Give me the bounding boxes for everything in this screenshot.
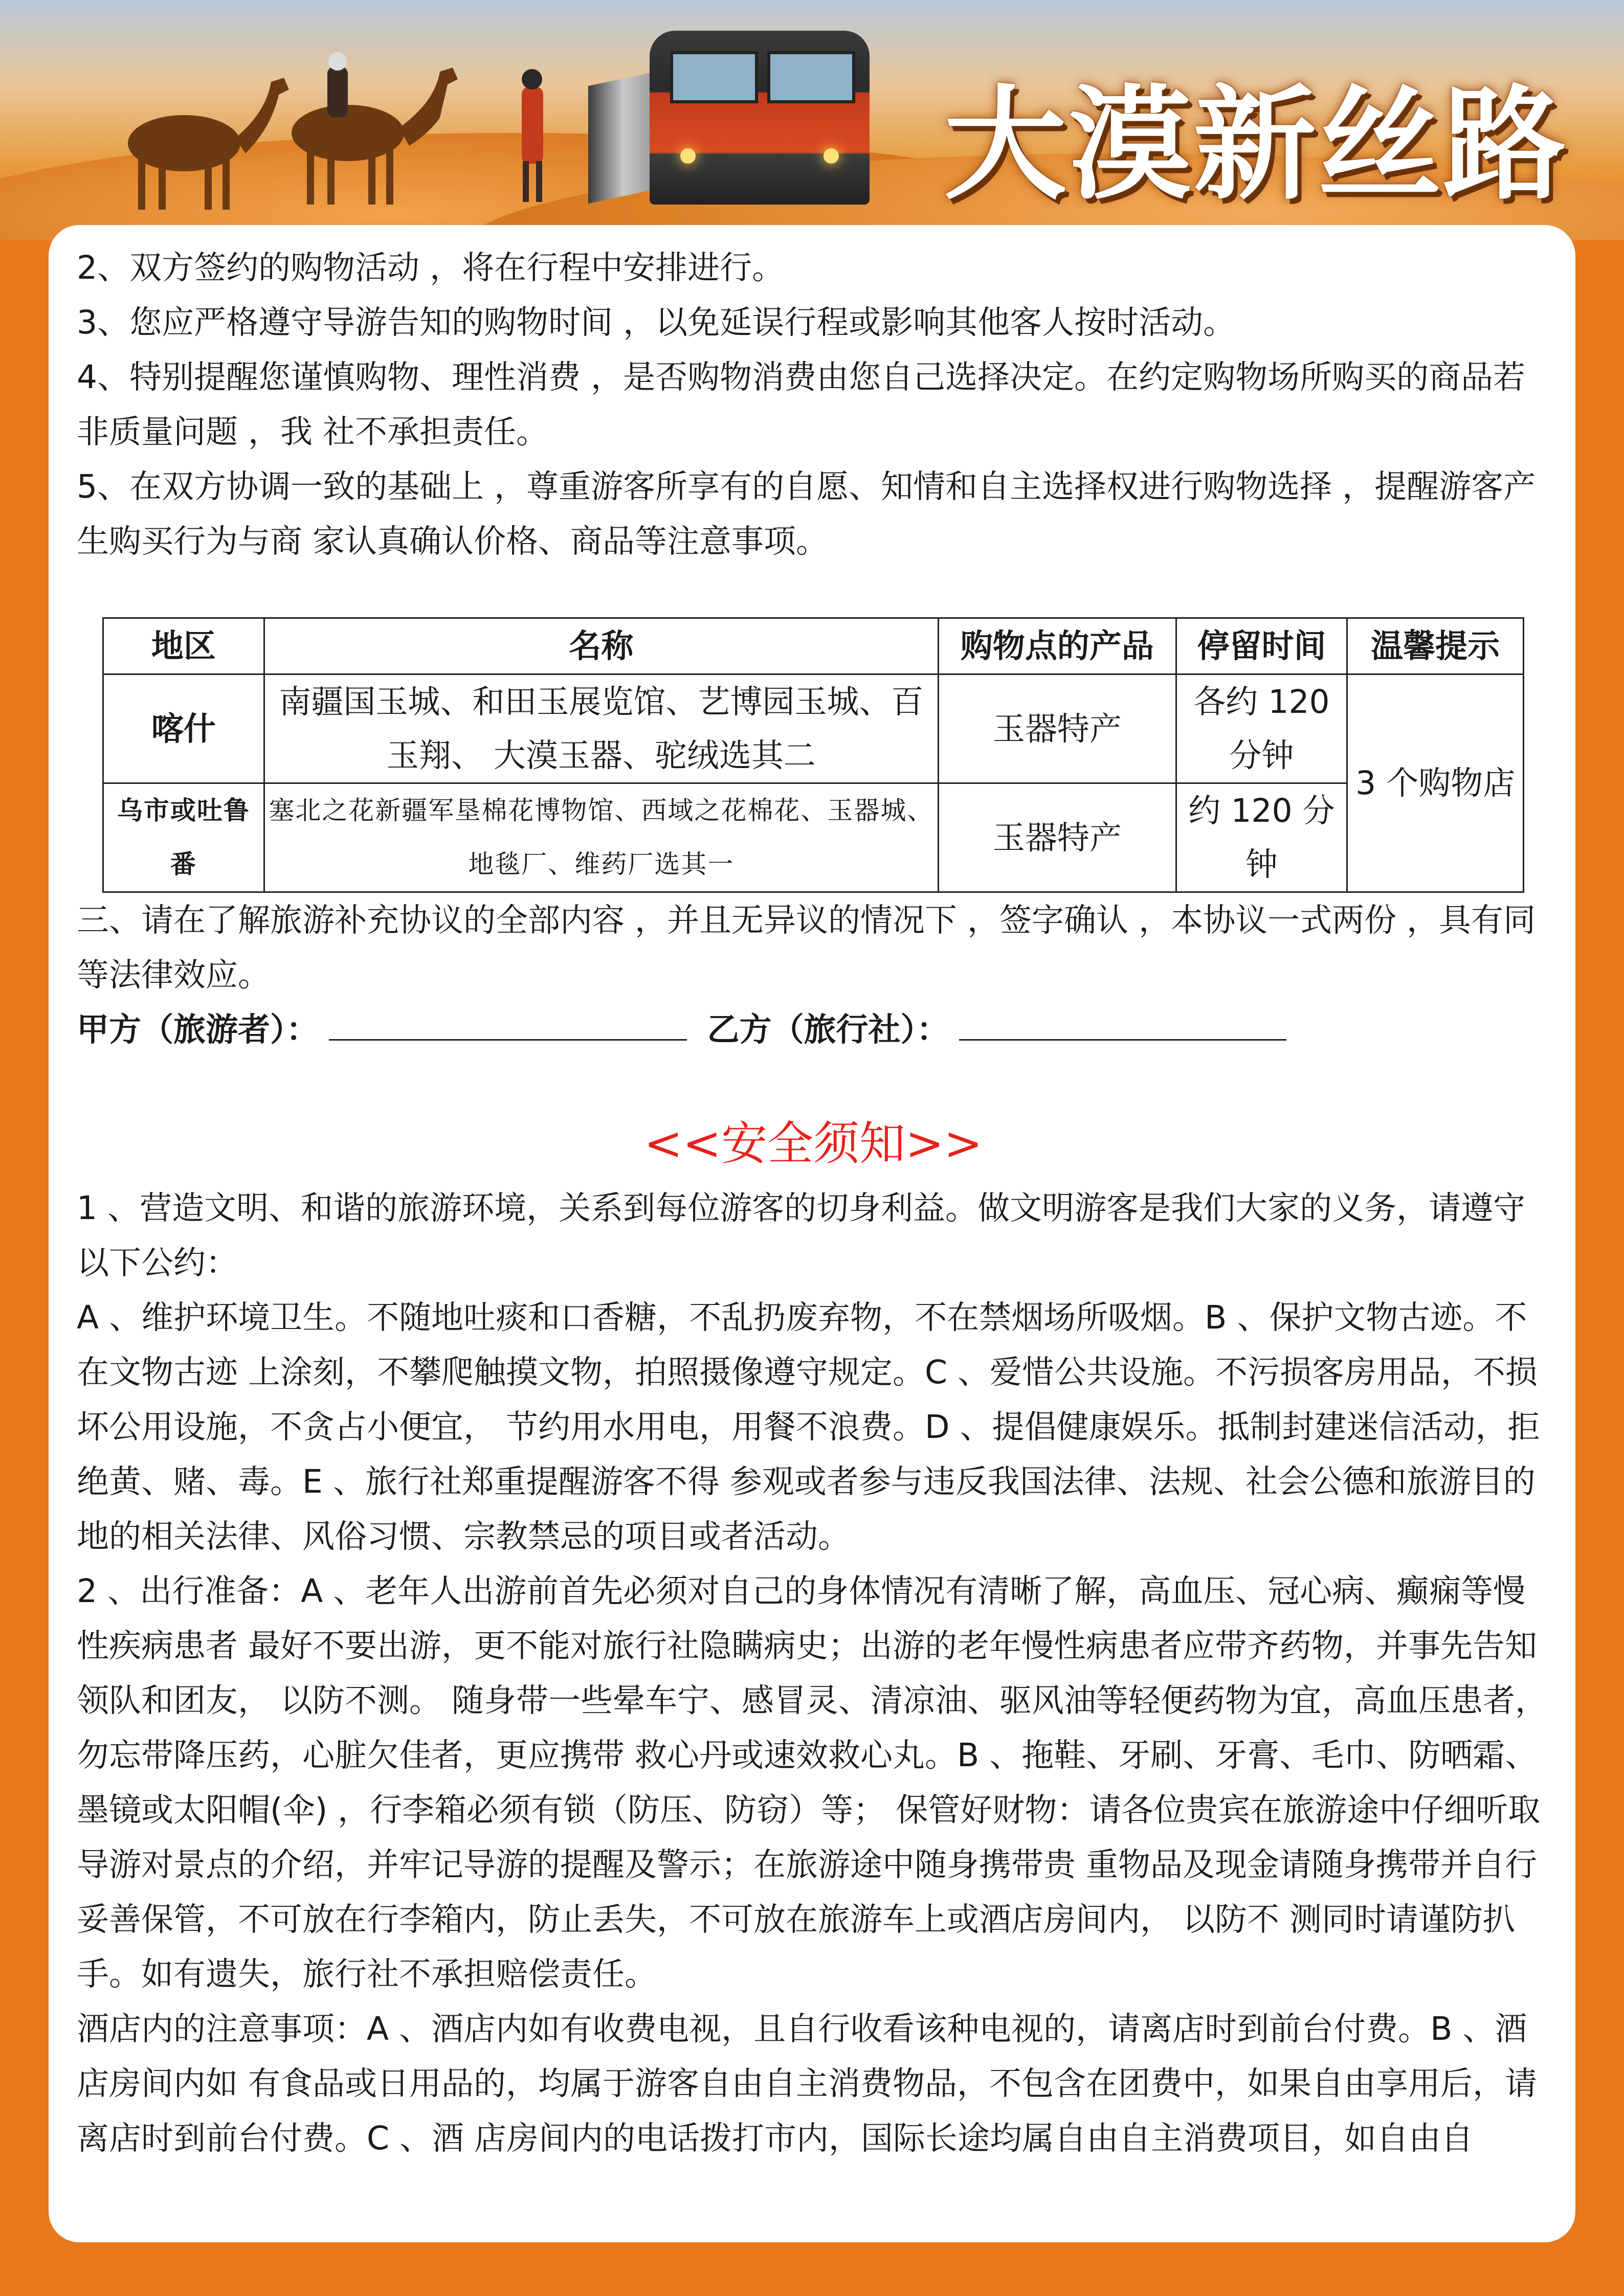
region-cell: 乌市或吐鲁番	[103, 783, 264, 892]
table-row	[103, 783, 1524, 892]
document-body	[77, 240, 1550, 2166]
product-cell: 玉器特产	[939, 674, 1176, 783]
header-banner	[0, 0, 1624, 240]
header-cell: 地区	[103, 618, 264, 674]
paragraph: 4、特别提醒您谨慎购物、理性消费 ，是否购物消费由您自己选择决定。在约定购物场所购买的商品若非质量问题 ，我 社不承担责任。	[77, 358, 1526, 451]
region-cell: 喀什	[103, 674, 264, 783]
name-cell: 塞北之花新疆军垦棉花博物馆、西域之花棉花、玉器城、地毯厂、维药厂选其一	[264, 783, 938, 892]
paragraph: 酒店内的注意事项：A 、酒店内如有收费电视，且自行收看该种电视的，请离店时到前台付费。B 、酒店房间内如 有食品或日用品的，均属于游客自由自主消费物品，不包含在团费中，如果自由享用后，请离店时到前台付费。C 、酒 店房间内的电话拨打市内，国际长途均属自由自主消费项目，如自由自	[77, 2010, 1538, 2157]
header-cell: 购物点的产品	[939, 618, 1176, 674]
camel-caravan-image	[82, 46, 583, 210]
party-a-signature-blank[interactable]	[329, 1003, 687, 1041]
paragraph: 1 、营造文明、和谐的旅游环境，关系到每位游客的切身利益。做文明游客是我们大家的义务，请遵守以下公约：	[77, 1189, 1526, 1281]
time-cell: 约 120 分钟	[1176, 783, 1347, 892]
paragraph: 5、在双方协调一致的基础上 ，尊重游客所享有的自愿、知情和自主选择权进行购物选择 ，提醒游客产生购买行为与商 家认真确认价格、商品等注意事项。	[77, 468, 1536, 560]
table-row	[103, 674, 1524, 783]
agreement-text: 三、请在了解旅游补充协议的全部内容 ，并且无异议的情况下 ，签字确认 ，本协议一式两份 ，具有同等法律效应。	[77, 902, 1536, 994]
shopping-table	[102, 617, 1524, 893]
paragraph: 2、双方签约的购物活动 ，将在行程中安排进行。	[77, 249, 785, 286]
party-b-label: 乙方（旅行社）：	[707, 1011, 949, 1048]
paragraph: 3、您应严格遵守导游告知的购物时间 ，以免延误行程或影响其他客人按时活动。	[77, 304, 1236, 341]
party-a-label: 甲方（旅游者）：	[77, 1011, 319, 1048]
page-title: 大漠新丝路	[943, 73, 1568, 216]
safety-title: <<安全须知>>	[644, 1117, 983, 1170]
table-header-row	[103, 618, 1524, 674]
time-cell: 各约 120 分钟	[1176, 674, 1347, 783]
header-cell: 停留时间	[1176, 618, 1347, 674]
signature-line	[77, 1002, 1550, 1057]
paragraph: 2 、出行准备：A 、老年人出游前首先必须对自己的身体情况有清晰了解，高血压、冠心病、癫痫等慢性疾病患者 最好不要出游，更不能对旅行社隐瞒病史；出游的老年慢性病患者应带齐药物，并事先告知领队和团友， 以防不测。 随身带一些晕车宁、感冒灵、清凉油、驱风油等轻便药物为宜，高血压患者，勿忘带降压药，心脏欠佳者，更应携带 救心丹或速效救心丸。B 、拖鞋、牙刷、牙膏、毛巾、防晒霜、墨镜或太阳帽(伞) ，行李箱必须有锁（防压、防窃）等； 保管好财物：请各位贵宾在旅游途中仔细听取导游对景点的介绍，并牢记导游的提醒及警示；在旅游途中随身携带贵 重物品及现金请随身携带并自行妥善保管，不可放在行李箱内，防止丢失，不可放在旅游车上或酒店房间内， 以防不 测同时请谨防扒手。如有遗失，旅行社不承担赔偿责任。	[77, 1572, 1548, 1993]
header-cell: 名称	[264, 618, 938, 674]
party-b-signature-blank[interactable]	[959, 1003, 1286, 1041]
paragraph: A 、维护环境卫生。不随地吐痰和口香糖，不乱扔废弃物，不在禁烟场所吸烟。B 、保护文物古迹。不在文物古迹 上涂刻，不攀爬触摸文物，拍照摄像遵守规定。C 、爱惜公共设施。不污损客房用品，不损坏公用设施，不贪占小便宜， 节约用水用电，用餐不浪费。D 、提倡健康娱乐。抵制封建迷信活动，拒绝黄、赌、毒。E 、旅行社郑重提醒游客不得 参观或者参与违反我国法律、法规、社会公德和旅游目的地的相关法律、风俗习惯、宗教禁忌的项目或者活动。	[77, 1299, 1540, 1555]
product-cell: 玉器特产	[939, 783, 1176, 892]
name-cell: 南疆国玉城、和田玉展览馆、艺博园玉城、百玉翔、 大漠玉器、驼绒选其二	[264, 674, 938, 783]
tip-cell: 3 个购物店	[1347, 674, 1524, 892]
train-image	[650, 31, 870, 205]
header-cell: 温馨提示	[1347, 618, 1524, 674]
